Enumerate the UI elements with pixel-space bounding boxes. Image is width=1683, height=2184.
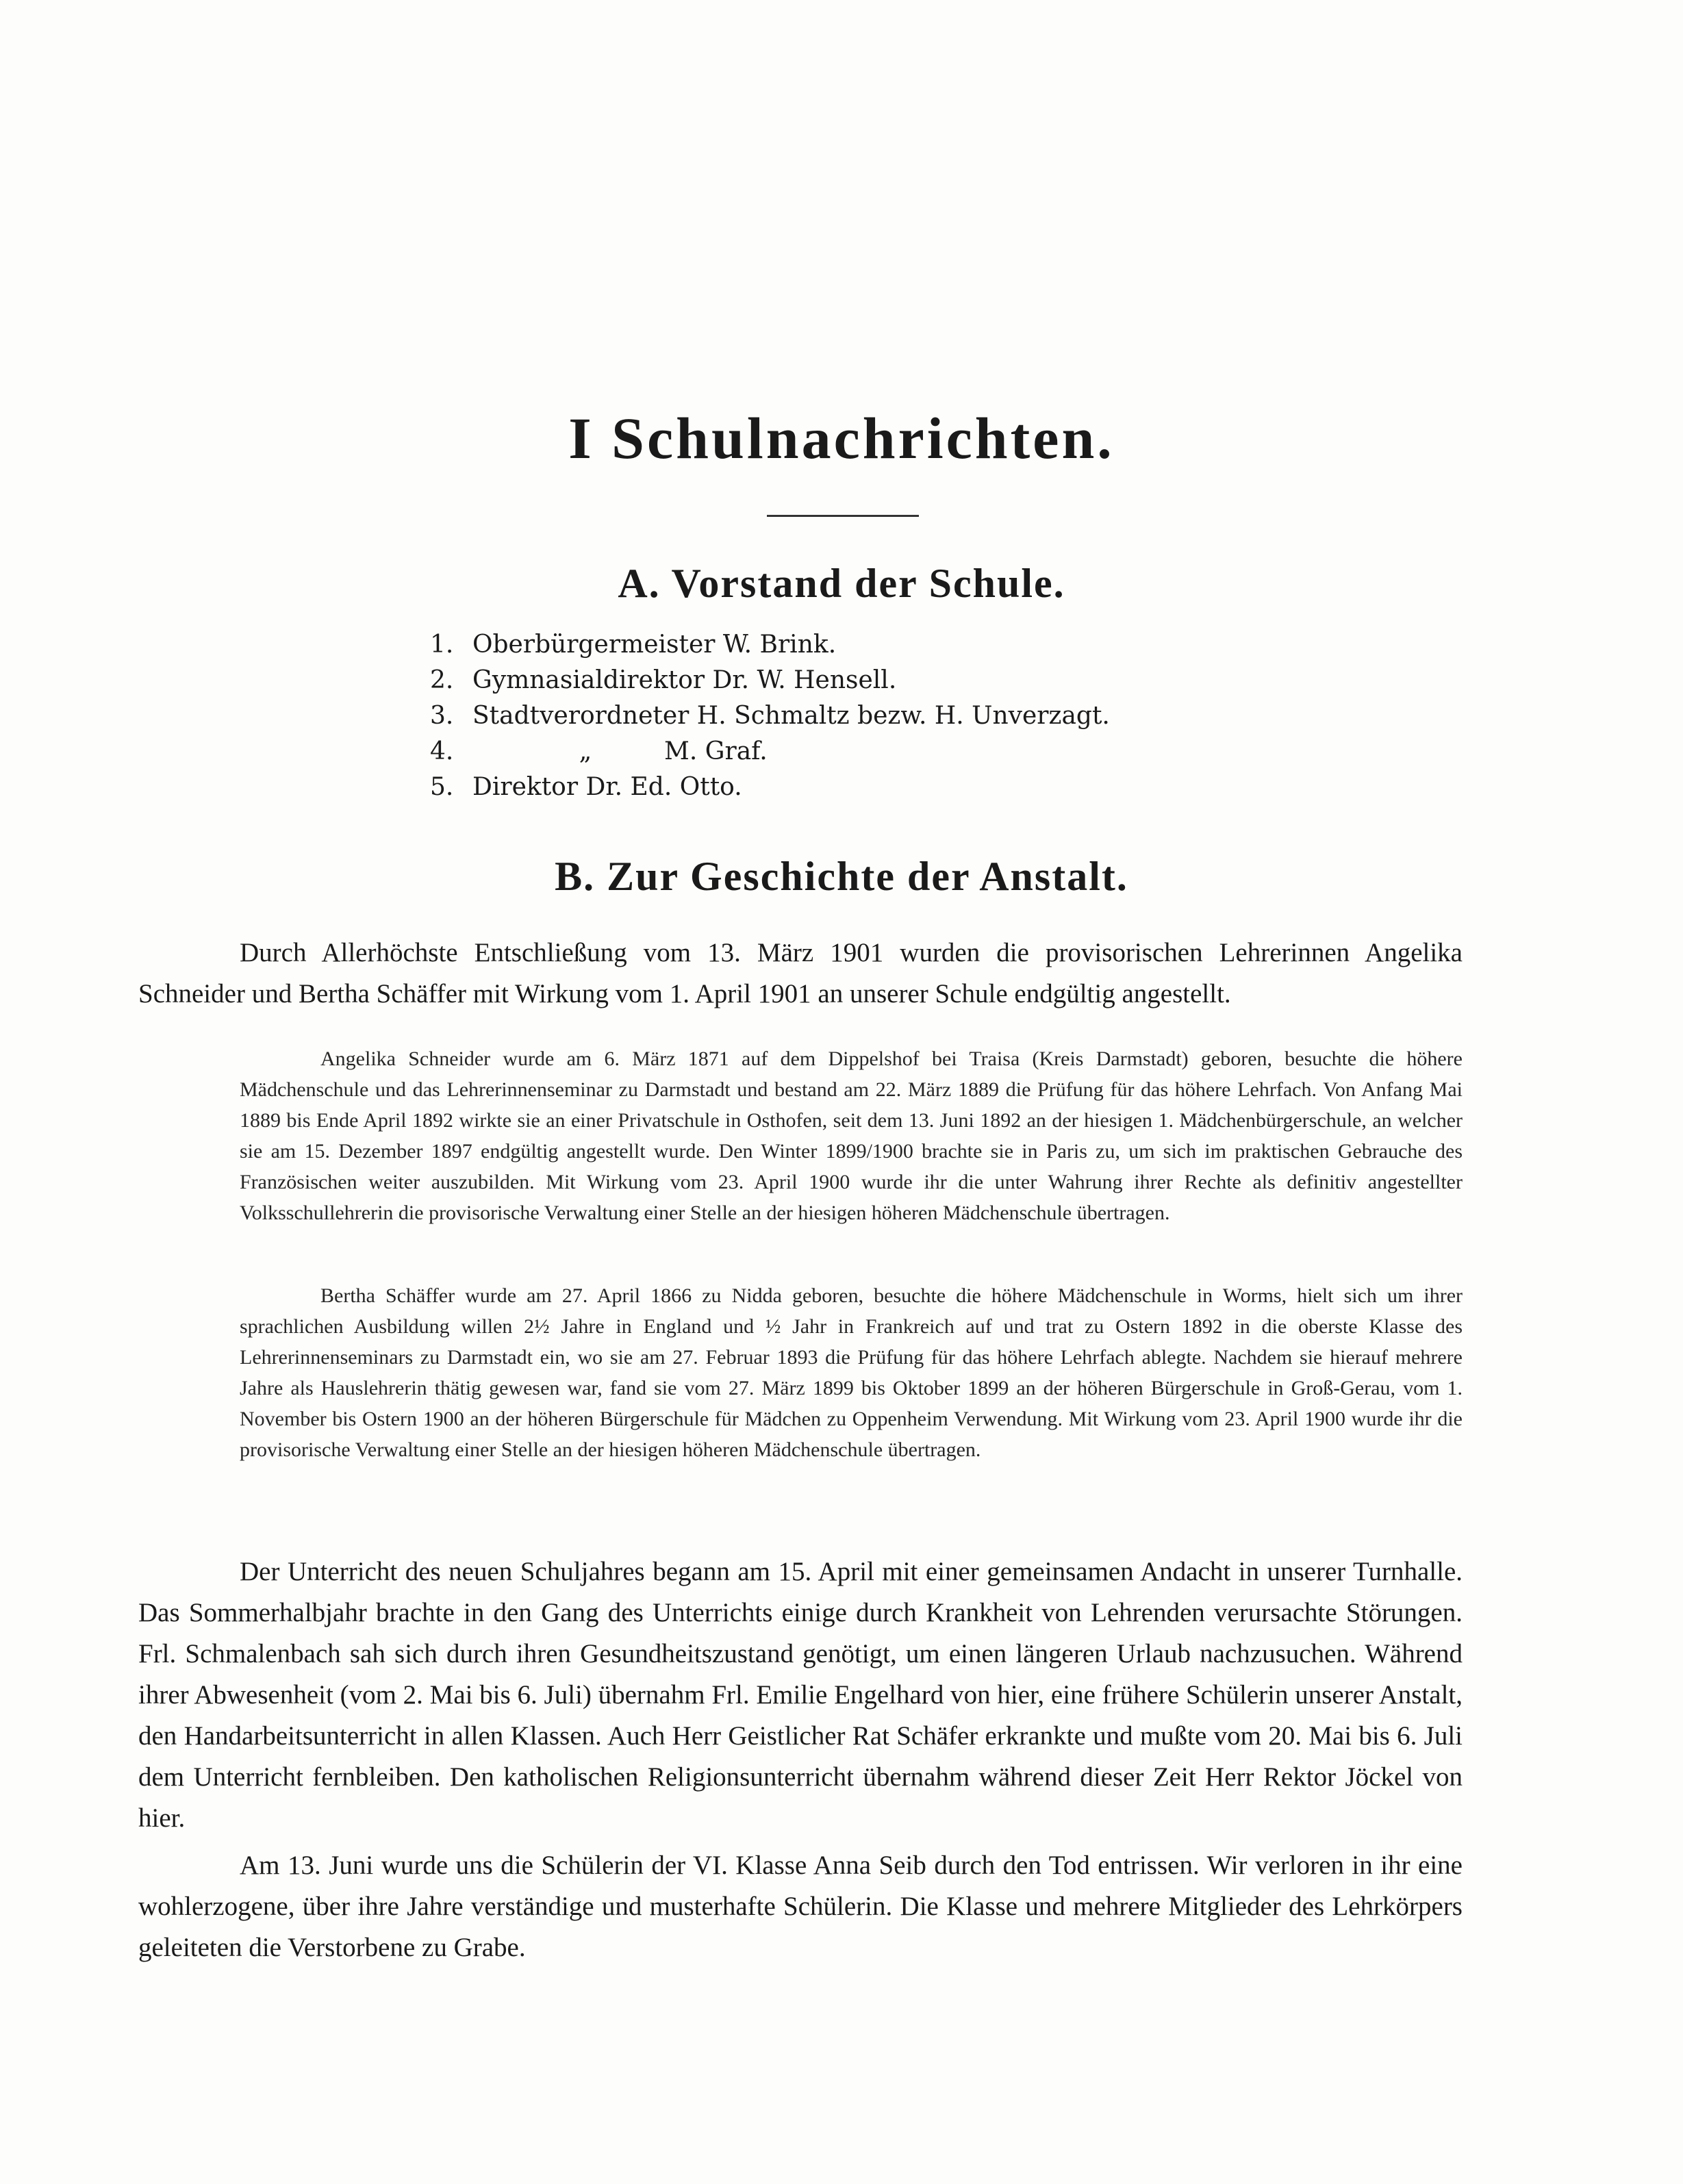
board-item-number: 1. <box>430 631 454 659</box>
board-item-text: Gymnasialdirektor Dr. W. Hensell. <box>472 666 897 694</box>
board-item-text: M. Graf. <box>664 737 768 765</box>
board-item-number: 4. <box>430 737 454 765</box>
board-item <box>430 627 1320 663</box>
page-title: I Schulnachrichten. <box>568 405 1115 471</box>
section-b-heading: B. Zur Geschichte der Anstalt. <box>555 854 1128 899</box>
board-item-text: Direktor Dr. Ed. Otto. <box>472 773 742 801</box>
paragraph-school-year: Der Unterricht des neuen Schuljahres begann am 15. April mit einer gemeinsamen Andacht in unserer Turnhalle. Das Sommerhalbjahr brachte in den Gang des Unterrichts einige durch Krankheit von Lehrenden verursachte Störungen. Frl. Schmalenbach sah sich durch ihren Gesundheitszustand genötigt, um einen längeren Urlaub nachzusuchen. Während ihrer Abwesenheit (vom 2. Mai bis 6. Juli) übernahm Frl. Emilie Engelhard von hier, eine frühere Schülerin unserer Anstalt, den Handarbeitsunterricht in allen Klassen. Auch Herr Geistlicher Rat Schäfer erkrankte und mußte vom 20. Mai bis 6. Juli dem Unterricht fernbleiben. Den katholischen Religionsunterricht übernahm während dieser Zeit Herr Rektor Jöckel von hier. <box>138 1557 1463 1833</box>
board-item <box>430 734 1320 770</box>
section-a-heading: A. Vorstand der Schule. <box>618 561 1065 606</box>
board-item-text: Oberbürgermeister W. Brink. <box>472 631 837 659</box>
board-item-number: 3. <box>430 702 454 730</box>
board-item-text: Stadtverordneter H. Schmaltz bezw. H. Unverzagt. <box>472 702 1110 730</box>
board-list <box>430 627 1320 805</box>
ditto-mark: „ <box>579 737 592 765</box>
board-item <box>430 698 1320 734</box>
board-item-number: 2. <box>430 666 454 694</box>
title-divider <box>767 515 919 517</box>
paragraph-schaeffer-bio: Bertha Schäffer wurde am 27. April 1866 zu Nidda geboren, besuchte die höhere Mädchenschule in Worms, hielt sich um ihrer sprachlichen Ausbildung willen 2½ Jahre in England und ½ Jahr in Frankreich auf und trat zu Ostern 1892 in die oberste Klasse des Lehrerinnenseminars zu Darmstadt ein, wo sie am 27. Februar 1893 die Prüfung für das höhere Lehrfach ablegte. Nachdem sie hierauf mehrere Jahre als Hauslehrerin thätig gewesen war, fand sie vom 27. März 1899 bis Oktober 1899 an der höheren Bürgerschule in Groß-Gerau, vom 1. November bis Ostern 1900 an der höheren Bürgerschule für Mädchen zu Oppenheim Verwendung. Mit Wirkung vom 23. April 1900 wurde ihr die provisorische Verwaltung einer Stelle an der hiesigen höheren Mädchenschule übertragen. <box>240 1284 1463 1461</box>
board-item <box>430 663 1320 698</box>
paragraph-schneider-bio: Angelika Schneider wurde am 6. März 1871 auf dem Dippelshof bei Traisa (Kreis Darmstadt) geboren, besuchte die höhere Mädchenschule und das Lehrerinnenseminar zu Darmstadt und bestand am 22. März 1889 die Prüfung für das höhere Lehrfach. Von Anfang Mai 1889 bis Ende April 1892 wirkte sie an einer Privatschule in Osthofen, seit dem 13. Juni 1892 an der hiesigen 1. Mädchenbürgerschule, an welcher sie am 15. Dezember 1897 endgültig angestellt wurde. Den Winter 1899/1900 brachte sie in Paris zu, um sich im praktischen Gebrauche des Französischen weiter auszubilden. Mit Wirkung vom 23. April 1900 wurde ihr die unter Wahrung ihrer Rechte als definitiv angestellter Volksschullehrerin die provisorische Verwaltung einer Stelle an der hiesigen höheren Mädchenschule übertragen. <box>240 1047 1463 1224</box>
board-item <box>430 770 1320 805</box>
paragraph-appointment: Durch Allerhöchste Entschließung vom 13. März 1901 wurden die provisorischen Lehrerinnen Angelika Schneider und Bertha Schäffer mit Wirkung vom 1. April 1901 an unserer Schule endgültig angestellt. <box>138 938 1463 1008</box>
paragraph-obituary: Am 13. Juni wurde uns die Schülerin der VI. Klasse Anna Seib durch den Tod entrissen. Wir verloren in ihr eine wohlerzogene, über ihre Jahre verständige und musterhafte Schülerin. Die Klasse und mehrere Mitglieder des Lehrkörpers geleiteten die Verstorbene zu Grabe. <box>138 1851 1463 1962</box>
board-item-number: 5. <box>430 773 454 801</box>
